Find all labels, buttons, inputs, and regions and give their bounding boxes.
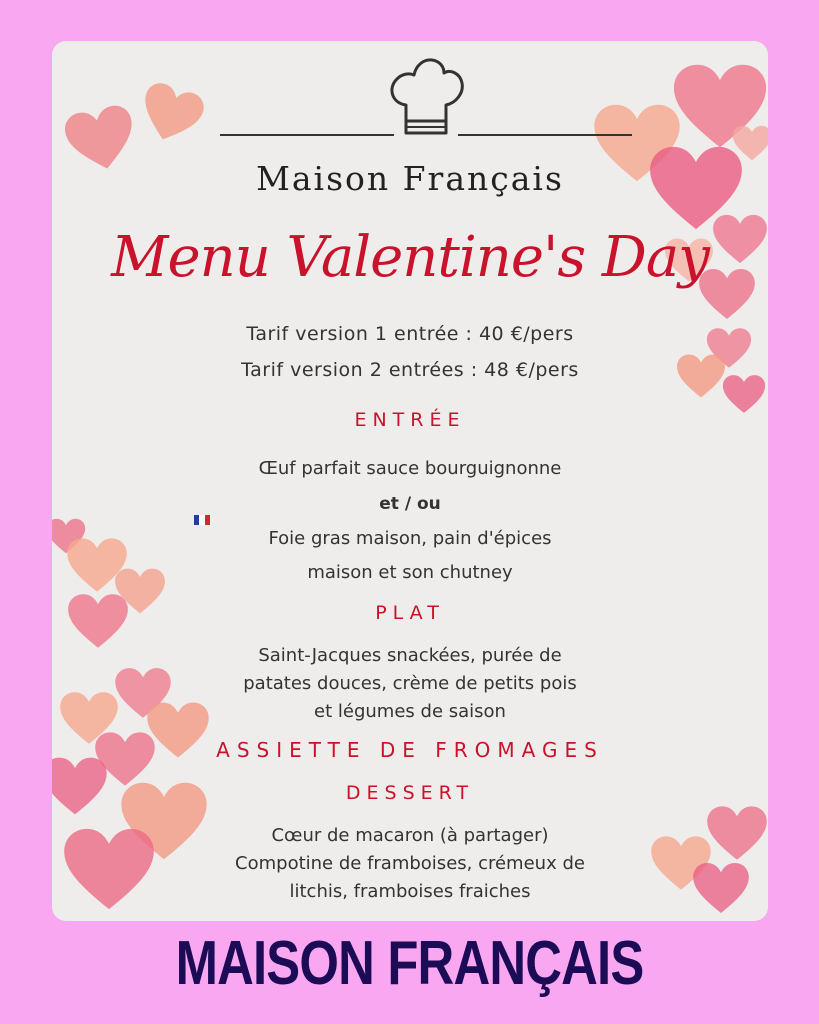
- divider-left: [220, 134, 394, 136]
- heart-icon: [128, 64, 214, 165]
- plat-item: patates douces, crème de petits pois: [243, 673, 577, 694]
- divider-right: [458, 134, 632, 136]
- menu-card: [52, 41, 768, 921]
- menu-title: Menu Valentine's Day: [111, 225, 709, 290]
- restaurant-name: Maison Français: [256, 159, 564, 198]
- plat-item: Saint-Jacques snackées, purée de: [258, 645, 562, 666]
- dessert-item: Compotine de framboises, crémeux de: [235, 853, 585, 874]
- footer-title: MAISON FRANÇAIS: [175, 929, 644, 998]
- section-heading-dessert: DESSERT: [345, 782, 475, 804]
- entree-item: maison et son chutney: [307, 562, 513, 583]
- price-line-1: Tarif version 1 entrée : 40 €/pers: [246, 323, 574, 345]
- dessert-item: Cœur de macaron (à partager): [271, 825, 549, 846]
- entree-item: Œuf parfait sauce bourguignonne: [258, 458, 562, 479]
- dessert-item: litchis, framboises fraiches: [289, 881, 531, 902]
- section-heading-entree: ENTRÉE: [354, 409, 466, 431]
- entree-connector: et / ou: [379, 494, 441, 514]
- price-line-2: Tarif version 2 entrées : 48 €/pers: [241, 359, 579, 381]
- section-heading-fromages: ASSIETTE DE FROMAGES: [216, 738, 604, 762]
- section-heading-plat: PLAT: [375, 602, 445, 624]
- plat-item: et légumes de saison: [314, 701, 506, 722]
- chef-hat-icon: [386, 55, 466, 141]
- entree-item: Foie gras maison, pain d'épices: [268, 528, 552, 549]
